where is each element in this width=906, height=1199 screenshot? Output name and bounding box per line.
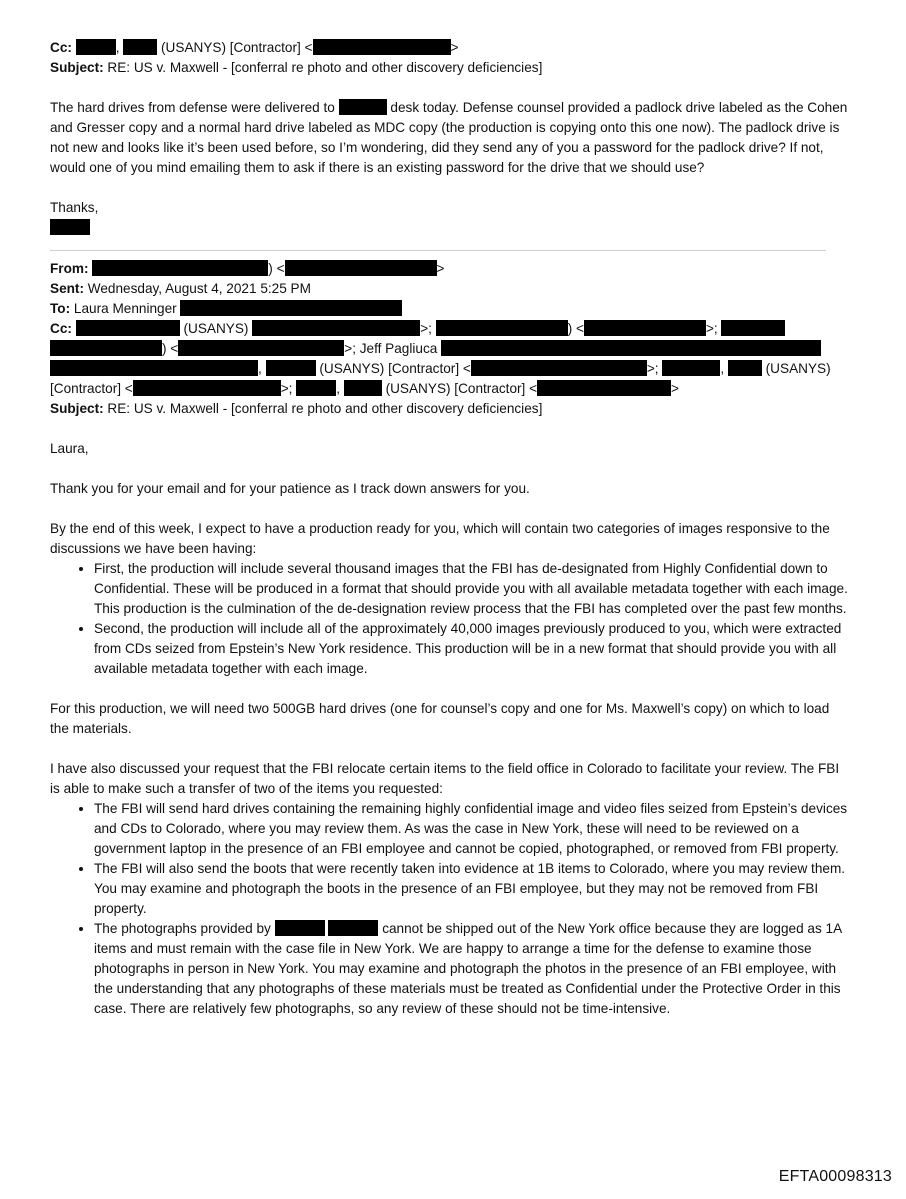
redaction-block <box>266 360 316 376</box>
body-paragraph: I have also discussed your request that the FBI relocate certain items to the field office in Colorado to facilitate your review. The FBI is able to make such a transfer of two of the items you requested: <box>50 761 840 796</box>
redaction-block <box>123 39 157 55</box>
redaction-block <box>285 260 437 276</box>
bullet-list <box>50 559 850 679</box>
to-line: To: Laura Menninger <box>50 299 850 319</box>
redaction-block <box>133 380 281 396</box>
redaction-block <box>584 320 706 336</box>
separator-line <box>50 250 826 251</box>
from-line: From: ) < > <box>50 261 445 276</box>
redaction-block <box>537 380 671 396</box>
cc-quoted-line: ) < >; Jeff Pagliuca <box>50 339 850 359</box>
redaction-block <box>662 360 720 376</box>
redaction-block <box>178 340 344 356</box>
redaction-block <box>313 39 451 55</box>
list-item: • First, the production will include several thousand images that the FBI has de-designated from Highly Confidential down to Confidential. These will be produced in a format that should provide you with all available metadata together with each image. This production is the culmination of the de-designation review process that the FBI has completed over the past few months. <box>94 559 850 619</box>
redaction-block <box>344 380 382 396</box>
subject-quoted-line: Subject: RE: US v. Maxwell - [conferral re photo and other discovery deficiencies] <box>50 401 543 416</box>
redaction-block <box>275 920 325 936</box>
cc-line: Cc: , (USANYS) [Contractor] < > <box>50 40 459 55</box>
redaction-block <box>180 300 402 316</box>
redaction-block <box>328 920 378 936</box>
redaction-block <box>76 39 116 55</box>
redaction-block <box>471 360 647 376</box>
redaction-block <box>339 99 387 115</box>
list-item: • Second, the production will include all of the approximately 40,000 images previously produced to you, which were extracted from CDs seized from Epstein’s New York residence. This production will be in a new format that should provide you with all available metadata together with each image. <box>94 619 850 679</box>
cc-quoted-line: Cc: (USANYS) >; ) < >; <box>50 319 850 339</box>
cc-label: Cc: <box>50 40 72 55</box>
redaction-block <box>721 320 785 336</box>
greeting: Laura, <box>50 441 89 456</box>
list-item: • The FBI will also send the boots that were recently taken into evidence at 1B items to Colorado, where you may review them. You may examine and photograph the boots in the presence of an FBI employee, but they may not be removed from FBI property. <box>94 859 850 919</box>
sent-line: Sent: Wednesday, August 4, 2021 5:25 PM <box>50 281 311 296</box>
redaction-block <box>76 320 180 336</box>
subject-line <box>50 58 850 78</box>
redaction-block <box>252 320 420 336</box>
redaction-block <box>296 380 336 396</box>
redaction-block <box>50 360 258 376</box>
body-paragraph: For this production, we will need two 500GB hard drives (one for counsel’s copy and one for Ms. Maxwell’s copy) on which to load the materials. <box>50 701 830 736</box>
list-item: • The photographs provided by cannot be shipped out of the New York office because they are logged as 1A items and must remain with the case file in New York. We are happy to arrange a time for the defense to examine those photographs in person in New York. You may examine and photograph the photos in the presence of an FBI employee, with the understanding that any photographs of these materials must be treated as Confidential under the Protective Order in this case. There are relatively few photographs, so any review of these should not be time-intensive. <box>94 919 850 1019</box>
body-paragraph: By the end of this week, I expect to have a production ready for you, which will contain two categories of images responsive to the discussions we have been having: <box>50 521 830 556</box>
email-document <box>50 38 850 1019</box>
signoff: Thanks, <box>50 200 99 215</box>
redaction-block <box>50 219 90 235</box>
redaction-block <box>50 340 162 356</box>
redaction-block <box>728 360 762 376</box>
bullet-list <box>50 799 850 1019</box>
cc-quoted-line: , (USANYS) [Contractor] < >; , (USANYS) <box>50 359 850 379</box>
redaction-block <box>92 260 268 276</box>
document-id: EFTA00098313 <box>778 1168 892 1185</box>
cc-text: (USANYS) [Contractor] < <box>161 40 313 55</box>
redaction-block <box>436 320 568 336</box>
reply-paragraph: The hard drives from defense were delivered to desk today. Defense counsel provided a padlock drive labeled as the Cohen and Gresser copy and a normal hard drive labeled as MDC copy (the production is copying onto this one now). The padlock drive is not new and looks like it’s been used before, so I’m wondering, did they send any of you a password for the padlock drive? If not, would one of you mind emailing them to ask if there is an existing password for the drive that we should use? <box>50 100 848 175</box>
subject-label: Subject: <box>50 60 104 75</box>
list-item: • The FBI will send hard drives containing the remaining highly confidential image and video files seized from Epstein’s devices and CDs to Colorado, where you may review them. As was the case in New York, these will need to be reviewed on a government laptop in the presence of an FBI employee and cannot be copied, photographed, or removed from FBI property. <box>94 799 850 859</box>
cc-quoted-line: [Contractor] < >; , (USANYS) [Contractor] < > <box>50 381 679 396</box>
subject-text: RE: US v. Maxwell - [conferral re photo and other discovery deficiencies] <box>107 60 543 75</box>
redaction-block <box>441 340 821 356</box>
body-paragraph: Thank you for your email and for your patience as I track down answers for you. <box>50 481 530 496</box>
